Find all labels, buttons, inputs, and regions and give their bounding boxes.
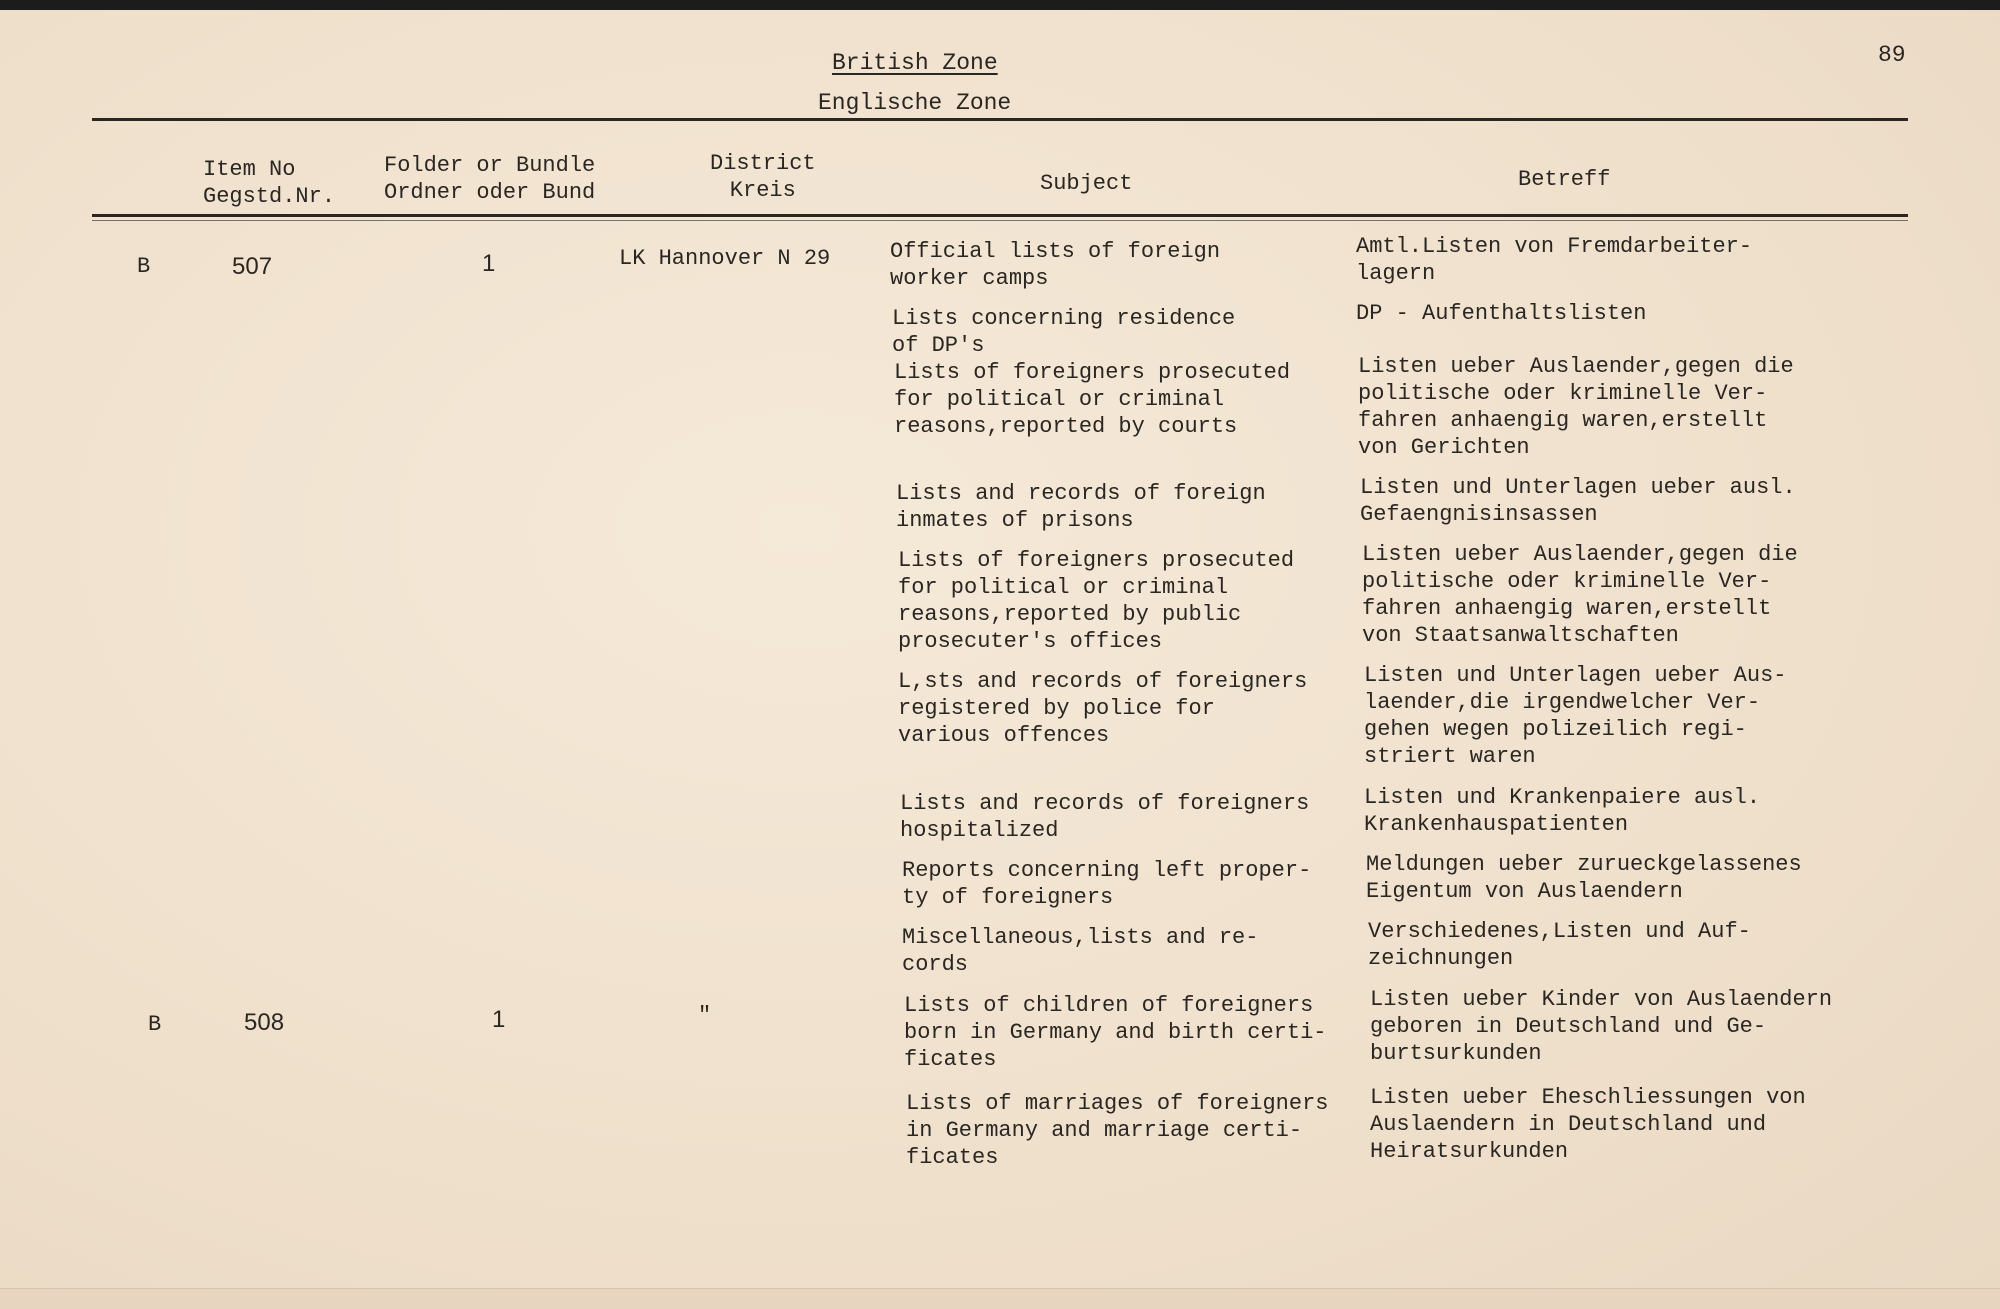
row-letter: B: [148, 1012, 162, 1037]
betreff-entry: Listen und Unterlagen ueber Aus- laender,die irgendwelcher Ver- gehen wegen polizeilich regi- striert waren: [1364, 663, 1787, 769]
subject-entry: Official lists of foreign worker camps: [890, 239, 1221, 291]
subject-entry: Lists of foreigners prosecuted for political or criminal reasons,reported by courts: [894, 360, 1291, 439]
row-item-no: 507: [232, 253, 273, 280]
header-district: District Kreis: [710, 151, 816, 203]
betreff-entry: Listen und Krankenpaiere ausl. Krankenhauspatienten: [1364, 785, 1761, 837]
betreff-entry: Listen und Unterlagen ueber ausl. Gefaengnisinsassen: [1360, 475, 1796, 527]
subject-entry: Lists of marriages of foreigners in Germany and marriage certi- ficates: [906, 1091, 1329, 1170]
betreff-entry: Listen ueber Auslaender,gegen die politische oder kriminelle Ver- fahren anhaengig waren,erstellt von Staatsanwaltschaften: [1362, 542, 1798, 648]
subject-entry: L,sts and records of foreigners registered by police for various offences: [898, 669, 1308, 748]
subject-entry: Lists of foreigners prosecuted for political or criminal reasons,reported by public prosecuter's offices: [898, 548, 1295, 654]
row-folder: 1: [482, 250, 496, 277]
subject-entry: Lists of children of foreigners born in Germany and birth certi- ficates: [904, 993, 1327, 1072]
betreff-entry: Verschiedenes,Listen und Auf- zeichnungen: [1368, 919, 1751, 971]
page-edge: [0, 1288, 2000, 1309]
header-rule: [92, 214, 1908, 217]
page-number: 89: [1878, 42, 1906, 68]
header-betreff: Betreff: [1518, 167, 1611, 192]
subject-entry: Lists and records of foreigners hospitalized: [900, 791, 1310, 843]
row-folder: 1: [492, 1006, 506, 1033]
header-folder: Folder or Bundle Ordner oder Bund: [384, 153, 596, 205]
subject-entry: Miscellaneous,lists and re- cords: [902, 925, 1259, 977]
row-item-no: 508: [244, 1009, 285, 1036]
row-district: LK Hannover N 29: [619, 246, 831, 271]
betreff-entry: Listen ueber Kinder von Auslaendern geboren in Deutschland und Ge- burtsurkunden: [1370, 987, 1833, 1066]
header-item-no: Item No Gegstd.Nr.: [203, 157, 336, 209]
row-district: ": [698, 1003, 712, 1028]
betreff-entry: Listen ueber Eheschliessungen von Auslaendern in Deutschland und Heiratsurkunden: [1370, 1085, 1806, 1164]
header-rule-second: [92, 220, 1908, 221]
betreff-entry: DP - Aufenthaltslisten: [1356, 301, 1647, 326]
subject-entry: Lists concerning residence of DP's: [892, 306, 1236, 358]
betreff-entry: Listen ueber Auslaender,gegen die politische oder kriminelle Ver- fahren anhaengig waren,erstellt von Gerichten: [1358, 354, 1794, 460]
subject-entry: Lists and records of foreign inmates of prisons: [896, 481, 1266, 533]
zone-subtitle: Englische Zone: [818, 90, 1012, 116]
subject-entry: Reports concerning left proper- ty of foreigners: [902, 858, 1312, 910]
top-rule: [92, 118, 1908, 121]
document-page: [0, 10, 2000, 1308]
row-letter: B: [137, 254, 151, 279]
betreff-entry: Amtl.Listen von Fremdarbeiter- lagern: [1356, 234, 1753, 286]
zone-title: British Zone: [832, 50, 998, 76]
header-subject: Subject: [1040, 171, 1133, 196]
betreff-entry: Meldungen ueber zurueckgelassenes Eigentum von Auslaendern: [1366, 852, 1802, 904]
